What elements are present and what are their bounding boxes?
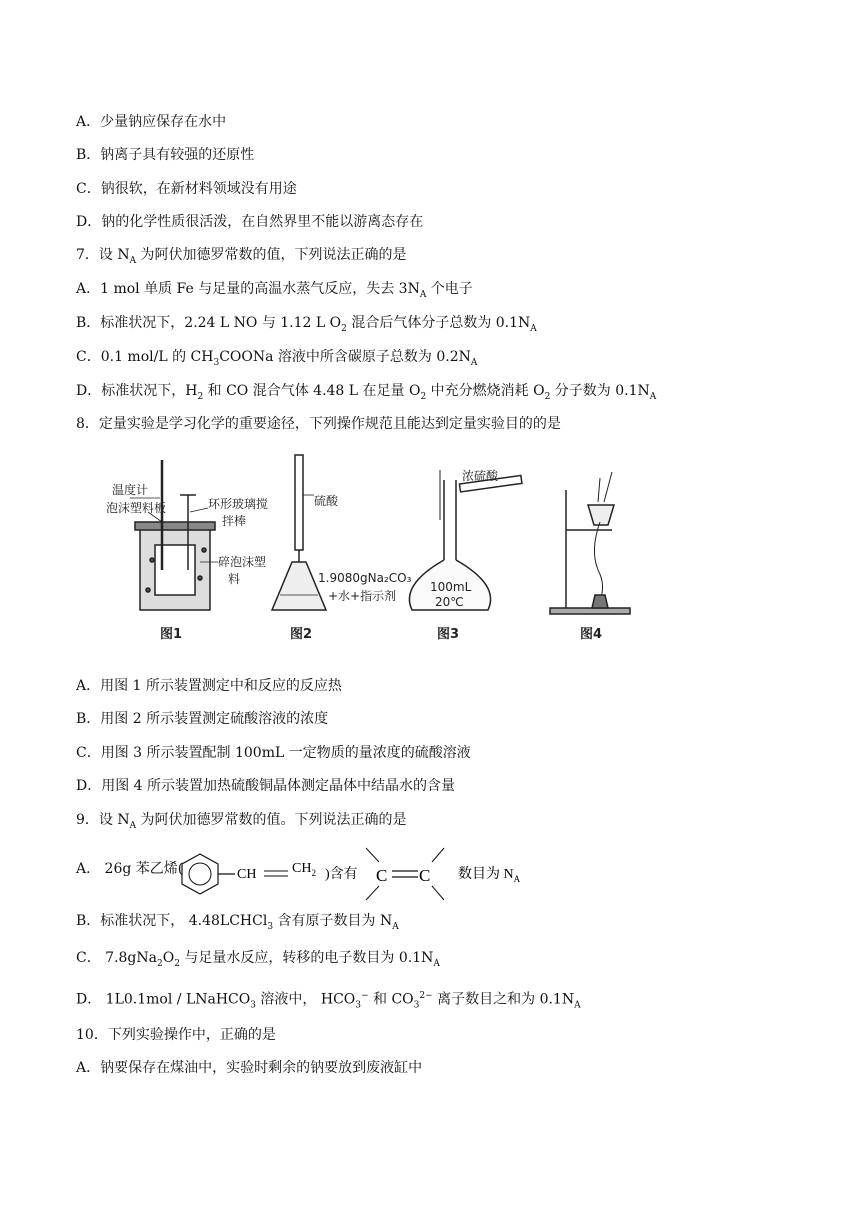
fig3-label-volume: 100mL [430,580,472,594]
fig1-caption: 图1 [160,627,183,642]
fig3-caption: 图3 [437,627,460,642]
q8-option-b: B．用图 2 所示装置测定硫酸溶液的浓度 [76,711,329,727]
fig3-label-acid: 浓硫酸 [462,469,499,483]
q8-option-a: A．用图 1 所示装置测定中和反应的反应热 [76,678,342,694]
fig4-caption: 图4 [580,627,603,642]
q7-stem: 7．设 $N_A$ 为阿伏加德罗常数的值，下列说法正确的是 [76,247,407,266]
styrene-structure [180,842,580,902]
alkene-carbon-1: C [376,866,388,885]
styrene-ch-label: CH [237,867,257,882]
q7-option-a: A．1 mol 单质 Fe 与足量的高温水蒸气反应，失去 $3N_A$ 个电子 [76,281,473,300]
fig1-label-thermometer: 温度计 [112,483,149,497]
q7-option-b: B．标准状况下，2.24 L NO 与 1.12 L $O_2$ 混合后气体分子总数为 $0.1N_A$ [76,315,537,334]
q9-option-a-suffix: 数目为 $N_A$ [458,867,521,884]
q10-option-a: A．钠要保存在煤油中，实验时剩余的钠要放到废液缸中 [76,1060,423,1076]
fig1-label-foam-2: 料 [228,572,241,586]
q7-option-d: D．标准状况下，$H_2$ 和 CO 混合气体 4.48 L 在足量 $O_2$ 中充分燃烧消耗 $O_2$ 分子数为 $0.1N_A$ [76,383,657,402]
fig2-label-sample-1: 1.9080gNa₂CO₃ [318,571,412,585]
fig3-label-temperature: 20℃ [435,595,464,609]
q6-option-d: D．钠的化学性质很活泼，在自然界里不能以游离态存在 [76,214,424,230]
q9-option-a-mid: )含有 [325,867,358,882]
fig2-caption: 图2 [290,627,313,642]
q8-option-d: D．用图 4 所示装置加热硫酸铜晶体测定晶体中结晶水的含量 [76,778,456,794]
q10-stem: 10．下列实验操作中，正确的是 [76,1027,276,1043]
heating-crucible-diagram [550,472,630,614]
q6-option-c: C．钠很软，在新材料领域没有用途 [76,181,297,197]
styrene-ch2-label: $CH_2$ [292,861,316,878]
fig1-label-stirrer-2: 拌棒 [222,514,247,528]
q9-option-c: C． $7.8gNa_2O_2$ 与足量水反应，转移的电子数目为 $0.1N_A$ [76,950,440,969]
q6-option-a: A．少量钠应保存在水中 [76,114,227,130]
q8-option-c: C．用图 3 所示装置配制 100mL 一定物质的量浓度的硫酸溶液 [76,745,471,761]
q8-stem: 8．定量实验是学习化学的重要途径，下列操作规范且能达到定量实验目的的是 [76,416,561,432]
titration-diagram [272,455,326,610]
q9-option-b: B．标准状况下， 4.48LCHCl$_3$ 含有原子数目为 $N_A$ [76,913,399,932]
fig2-label-acid: 硫酸 [314,494,339,508]
fig1-label-stirrer-1: 环形玻璃搅 [208,497,269,511]
q9-stem: 9．设 $N_A$ 为阿伏加德罗常数的值。下列说法正确的是 [76,812,407,831]
q9-option-a-prefix: A． 26g 苯乙烯( [76,861,184,877]
q9-option-d: D． 1L0.1mol / LNaHCO$_3$ 溶液中， $HCO_3^-$ 和 $CO_3^{2-}$ 离子数目之和为 $0.1N_A$ [76,991,581,1011]
q7-option-c: C．0.1 mol/L 的 $CH_3COONa$ 溶液中所含碳原子总数为 $0.2N_A$ [76,349,478,368]
fig1-label-foam-1: 碎泡沫塑 [218,555,267,569]
q6-option-b: B．钠离子具有较强的还原性 [76,147,255,163]
fig2-label-sample-2: +水+指示剂 [328,589,397,603]
fig1-label-board: 泡沫塑料板 [106,501,167,515]
alkene-carbon-2: C [419,866,431,885]
apparatus-figure [100,450,660,665]
